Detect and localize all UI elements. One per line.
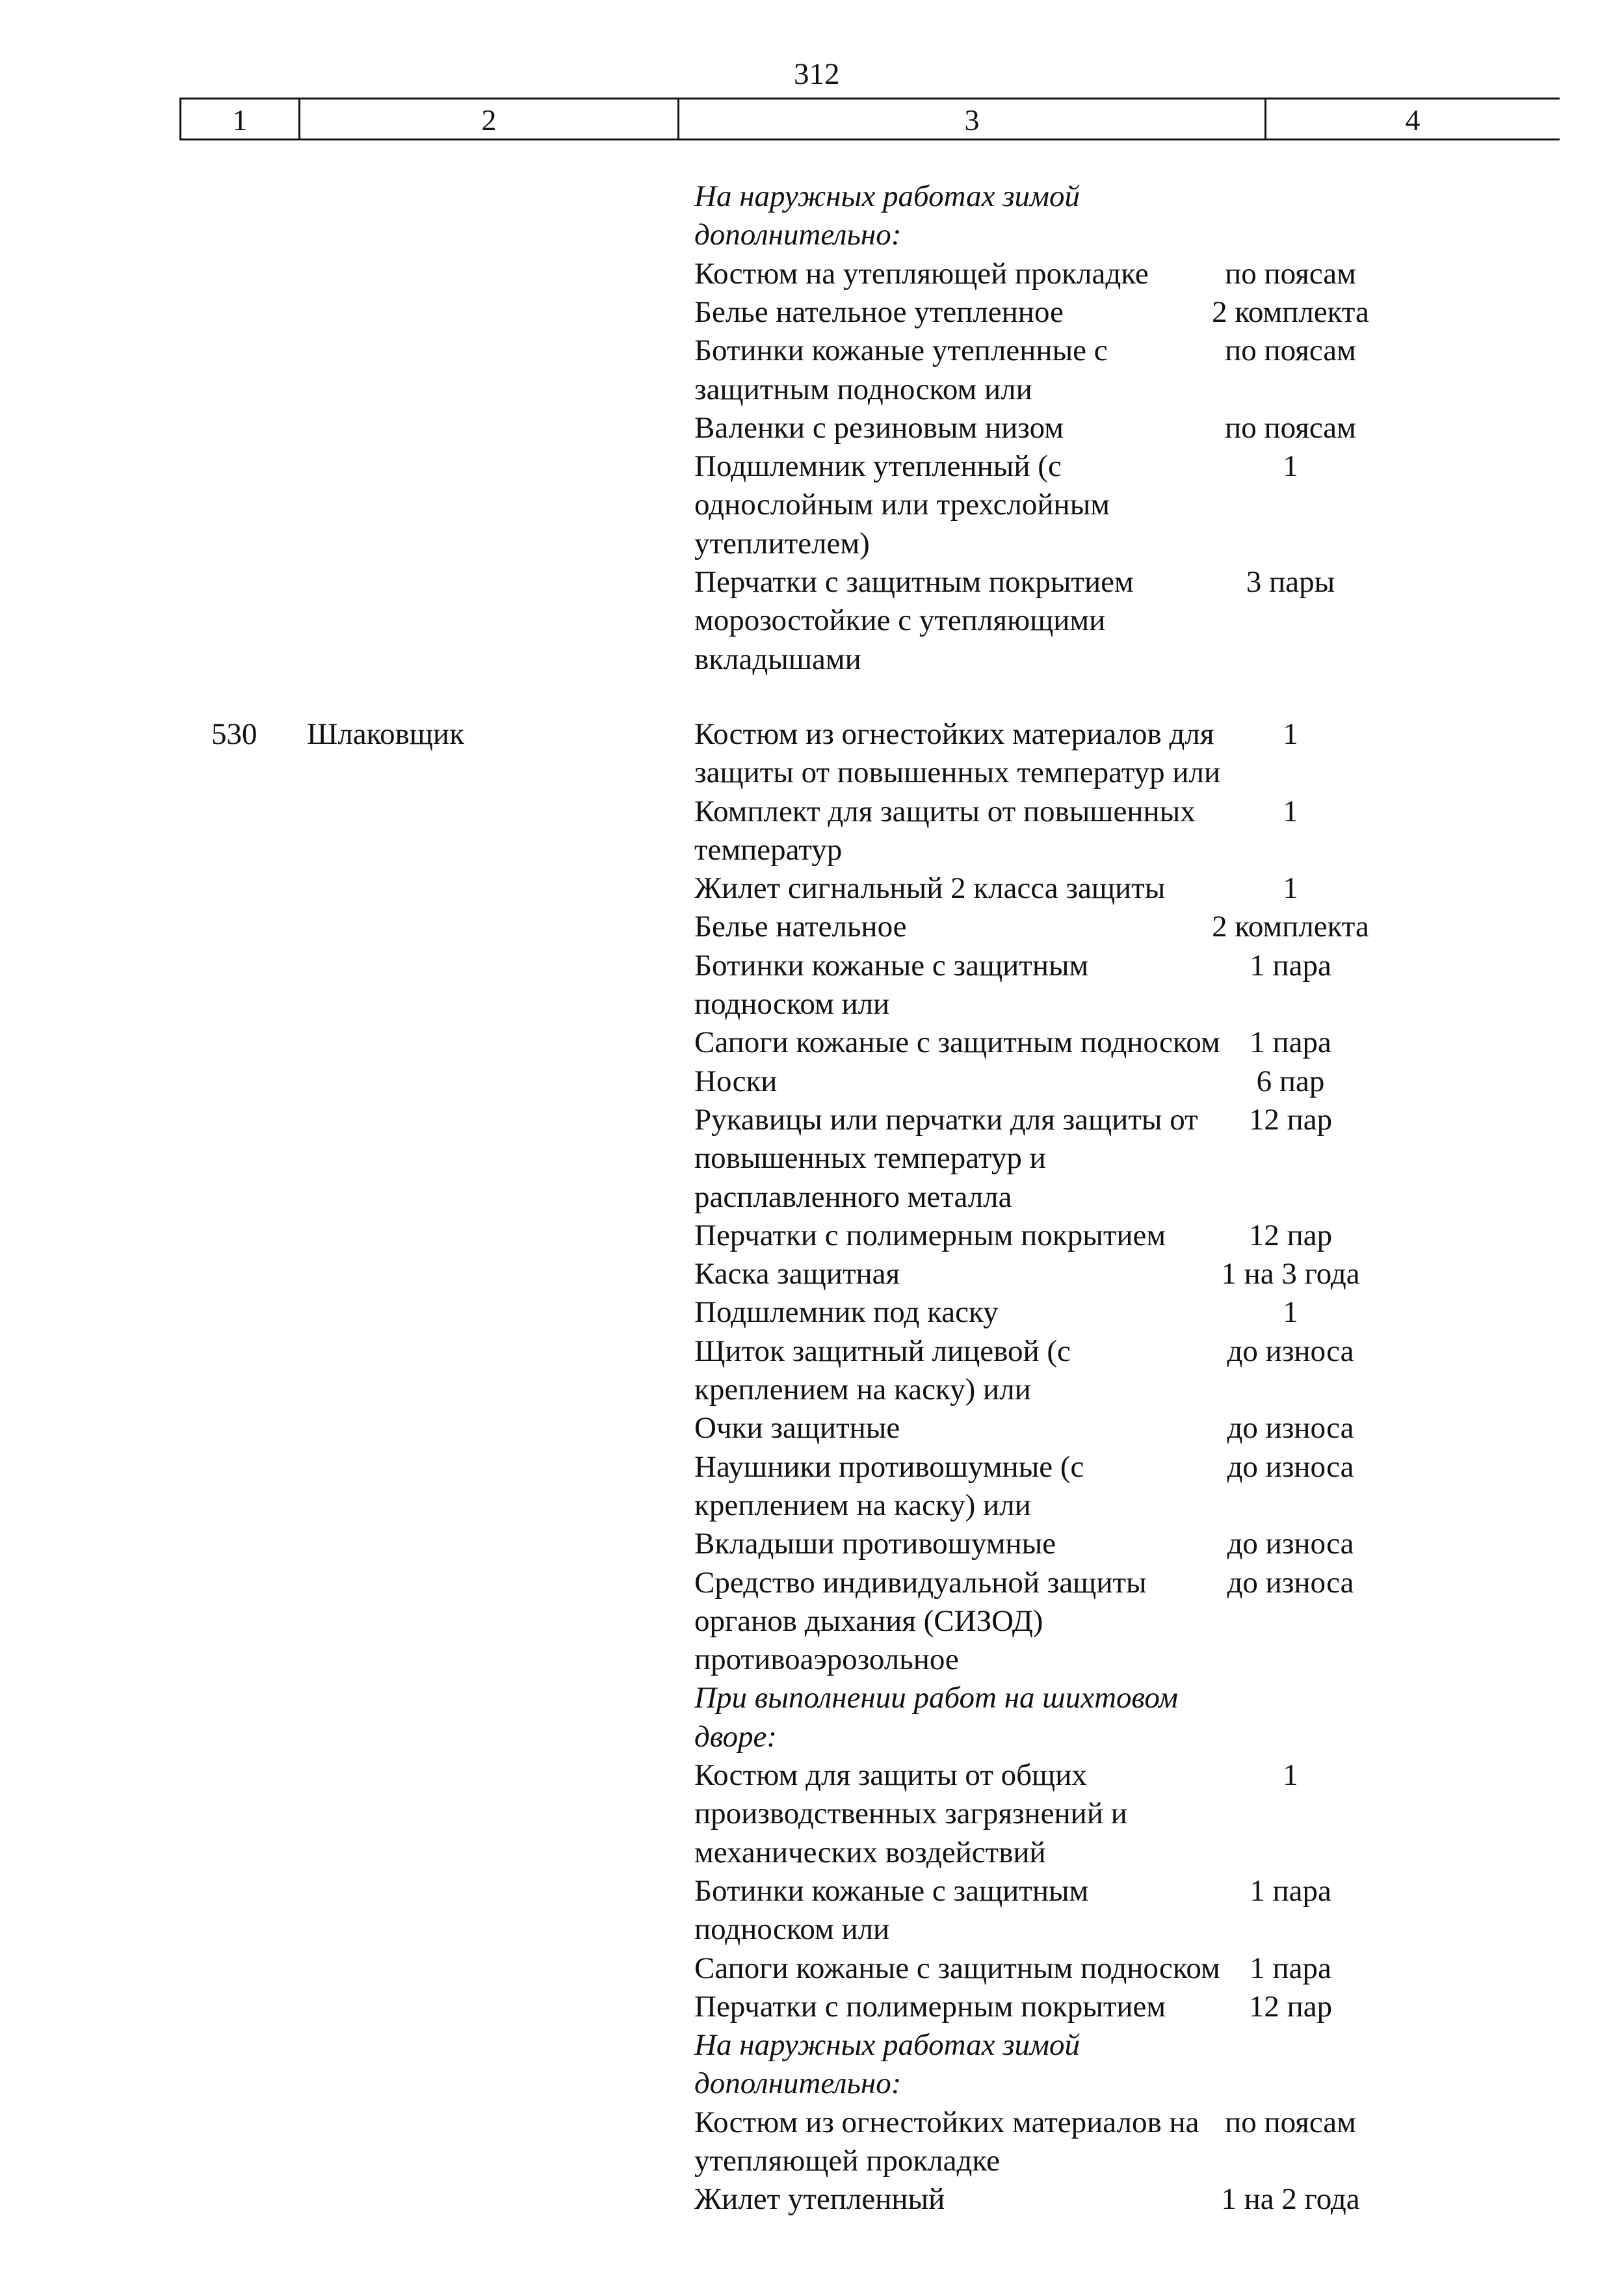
item-name: Сапоги кожаные с защитным подноском [694, 1025, 1220, 1060]
item-name: Перчатки с защитным покрытием [694, 565, 1134, 599]
item-name: Ботинки кожаные с защитным [694, 1873, 1089, 1908]
item-name: Белье нательное [694, 910, 907, 944]
item-name: защитным подноском или [694, 372, 1032, 406]
item-name: Вкладыши противошумные [694, 1527, 1056, 1561]
item-name: Сапоги кожаные с защитным подноском [694, 1951, 1220, 1985]
item-name: Белье нательное утепленное [694, 295, 1064, 329]
item-quantity: до износа [1227, 1334, 1354, 1368]
item-name: однослойным или трехслойным [694, 488, 1110, 522]
item-quantity: по поясам [1225, 2105, 1356, 2139]
item-quantity: 12 пар [1248, 1989, 1333, 2024]
item-name: Рукавицы или перчатки для защиты от [694, 1102, 1198, 1137]
item-name: утеплителем) [694, 526, 870, 561]
item-quantity: 1 на 2 года [1221, 2182, 1360, 2217]
item-name: Носки [694, 1064, 778, 1098]
item-name: расплавленного металла [694, 1180, 1012, 1214]
item-name: Перчатки с полимерным покрытием [694, 1218, 1166, 1252]
item-name: противоаэрозольное [694, 1643, 959, 1677]
section-heading: На наружных работах зимой [694, 2028, 1080, 2063]
section-heading: При выполнении работ на шихтовом [694, 1681, 1179, 1715]
item-name: Комплект для защиты от повышенных [694, 794, 1196, 828]
profession-name: Шлаковщик [307, 717, 465, 751]
item-quantity: 1 пара [1250, 948, 1331, 983]
header-col-1: 1 [232, 103, 248, 137]
item-quantity: 12 пар [1248, 1218, 1333, 1252]
item-name: Валенки с резиновым низом [694, 410, 1064, 445]
item-name: Ботинки кожаные с защитным [694, 948, 1089, 983]
item-name: Костюм на утепляющей прокладке [694, 256, 1149, 291]
item-quantity: 12 пар [1248, 1102, 1333, 1137]
item-quantity: по поясам [1225, 410, 1356, 445]
item-name: утепляющей прокладке [694, 2144, 1000, 2178]
item-name: температур [694, 832, 843, 867]
item-quantity: 3 пары [1246, 565, 1335, 599]
item-quantity: 2 комплекта [1212, 910, 1369, 944]
item-name: Ботинки кожаные утепленные с [694, 334, 1108, 368]
item-name: Костюм из огнестойких материалов для [694, 717, 1214, 751]
item-quantity: по поясам [1225, 256, 1356, 291]
item-name: Щиток защитный лицевой (с [694, 1334, 1071, 1368]
item-name: механических воздействий [694, 1835, 1046, 1869]
item-name: Подшлемник под каску [694, 1295, 999, 1330]
item-quantity: 1 на 3 года [1221, 1257, 1360, 1291]
item-name: Костюм для защиты от общих [694, 1758, 1087, 1792]
item-quantity: 6 пар [1256, 1064, 1325, 1098]
item-quantity: до износа [1227, 1411, 1354, 1445]
item-quantity: 1 пара [1250, 1951, 1331, 1985]
item-quantity: по поясам [1225, 334, 1356, 368]
item-name: Средство индивидуальной защиты [694, 1565, 1147, 1600]
item-name: защиты от повышенных температур или [694, 756, 1221, 790]
header-col-4: 4 [1405, 103, 1421, 137]
item-name: повышенных температур и [694, 1141, 1046, 1176]
page-number: 312 [794, 57, 840, 91]
item-quantity: до износа [1227, 1527, 1354, 1561]
entry-number: 530 [211, 717, 257, 751]
item-name: креплением на каску) или [694, 1373, 1031, 1406]
item-name: Очки защитные [694, 1411, 900, 1445]
item-quantity: 1 [1283, 794, 1298, 828]
item-quantity: 1 [1283, 871, 1298, 906]
item-quantity: 1 [1283, 1295, 1298, 1330]
item-name: Подшлемник утепленный (с [694, 449, 1062, 484]
item-quantity: 1 пара [1250, 1873, 1331, 1908]
item-name: подноском или [694, 987, 890, 1021]
item-name: Перчатки с полимерным покрытием [694, 1989, 1166, 2024]
item-name: Каска защитная [694, 1257, 900, 1291]
item-name: вкладышами [694, 642, 861, 676]
item-name: подноском или [694, 1912, 890, 1947]
item-name: креплением на каску) или [694, 1488, 1031, 1522]
section-heading: дворе: [694, 1719, 778, 1754]
item-quantity: 1 [1283, 1758, 1298, 1792]
item-name: Костюм из огнестойких материалов на [694, 2105, 1199, 2139]
item-name: Наушники противошумные (с [694, 1449, 1084, 1484]
item-quantity: 1 [1283, 717, 1298, 751]
item-quantity: до износа [1227, 1449, 1354, 1484]
item-name: органов дыхания (СИЗОД) [694, 1603, 1043, 1638]
item-quantity: 2 комплекта [1212, 295, 1369, 329]
item-quantity: 1 [1283, 449, 1298, 484]
section-heading: На наружных работах зимой [694, 179, 1080, 213]
item-name: Жилет сигнальный 2 класса защиты [694, 871, 1166, 906]
table-header [181, 98, 1560, 140]
header-col-2: 2 [481, 103, 497, 137]
header-col-3: 3 [964, 103, 980, 137]
item-quantity: до износа [1227, 1565, 1354, 1600]
section-heading: дополнительно: [694, 2066, 902, 2101]
item-quantity: 1 пара [1250, 1025, 1331, 1060]
item-name: морозостойкие с утепляющими [694, 603, 1106, 638]
item-name: Жилет утепленный [694, 2182, 945, 2217]
item-name: производственных загрязнений и [694, 1797, 1127, 1831]
section-heading: дополнительно: [694, 218, 902, 252]
